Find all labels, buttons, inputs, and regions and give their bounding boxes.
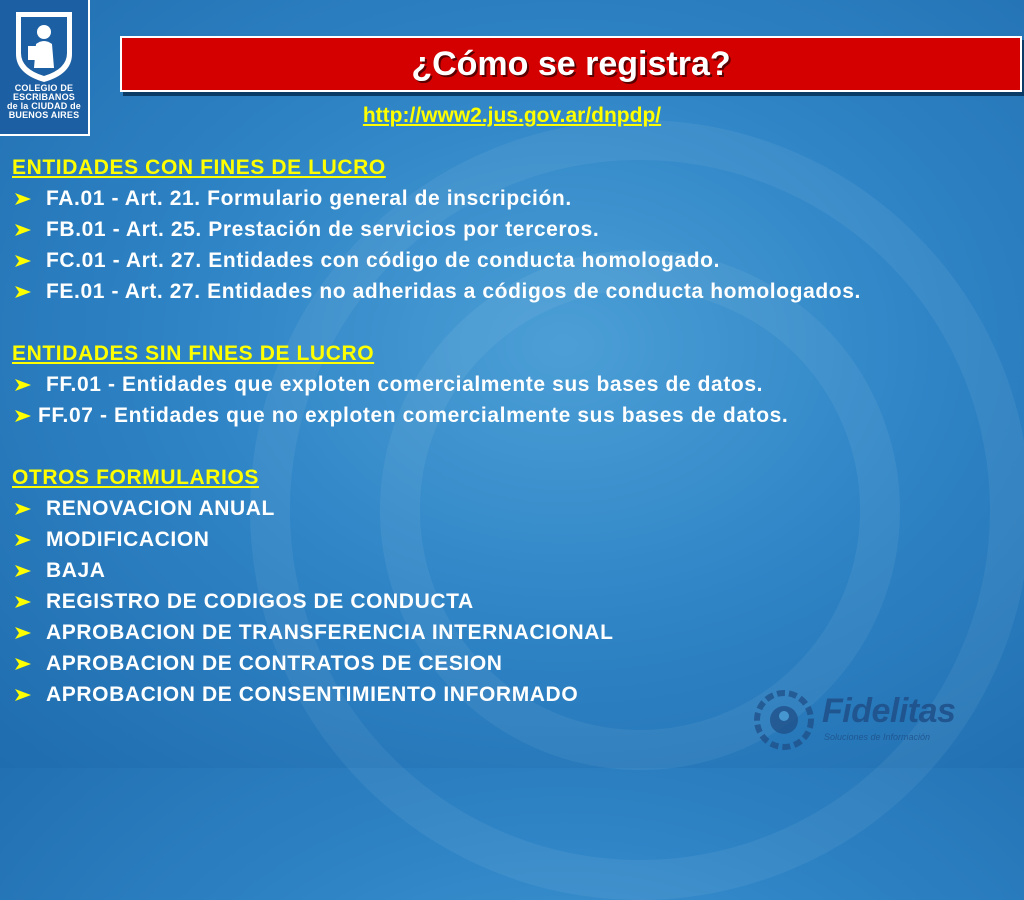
arrow-bullet-icon: [14, 254, 32, 268]
list-item: [12, 369, 1022, 400]
list-item-text: REGISTRO DE CODIGOS DE CONDUCTA: [46, 590, 474, 613]
list-item-text: RENOVACION ANUAL: [46, 497, 275, 520]
arrow-bullet-icon: [14, 595, 32, 609]
section-heading-con-fines: ENTIDADES CON FINES DE LUCRO: [12, 156, 386, 179]
list-item-text: APROBACION DE CONTRATOS DE CESION: [46, 652, 503, 675]
list-item-text: FF.07 - Entidades que no exploten comercialmente sus bases de datos.: [38, 404, 789, 427]
arrow-bullet-icon: [14, 533, 32, 547]
list-item-text: FF.01 - Entidades que exploten comercialmente sus bases de datos.: [46, 373, 764, 396]
list-item: [12, 555, 1022, 586]
arrow-bullet-icon: [14, 378, 32, 392]
arrow-bullet-icon: [14, 502, 32, 516]
registry-link[interactable]: http://www2.jus.gov.ar/dnpdp/: [362, 104, 662, 127]
list-item-text: APROBACION DE TRANSFERENCIA INTERNACIONAL: [46, 621, 614, 644]
section-heading-otros: OTROS FORMULARIOS: [12, 466, 260, 489]
arrow-bullet-icon: [14, 285, 32, 299]
slide-title: ¿Cómo se registra?: [411, 44, 731, 83]
watermark-brand: Fidelitas: [822, 692, 956, 730]
list-item-text: FA.01 - Art. 21. Formulario general de inscripción.: [46, 187, 572, 210]
arrow-bullet-icon: [14, 409, 32, 423]
list-item-text: FC.01 - Art. 27. Entidades con código de conducta homologado.: [46, 249, 721, 272]
list-item-text: APROBACION DE CONSENTIMIENTO INFORMADO: [46, 683, 579, 706]
arrow-bullet-icon: [14, 564, 32, 578]
title-bar: [120, 36, 1022, 92]
section-heading-sin-fines: ENTIDADES SIN FINES DE LUCRO: [12, 342, 375, 365]
list-item: [12, 183, 1022, 214]
list-item: [12, 493, 1022, 524]
logo-text-line: COLEGIO DE: [14, 83, 74, 93]
list-item: [12, 617, 1022, 648]
arrow-bullet-icon: [14, 626, 32, 640]
slide-content: [12, 152, 1022, 710]
list-item: [12, 276, 986, 307]
arrow-bullet-icon: [14, 192, 32, 206]
arrow-bullet-icon: [14, 688, 32, 702]
list-item-text: FB.01 - Art. 25. Prestación de servicios por terceros.: [46, 218, 600, 241]
fidelitas-watermark: [752, 688, 1002, 752]
list-item: [12, 400, 992, 431]
list-item: [12, 245, 1022, 276]
notary-emblem-icon: [12, 8, 76, 84]
logo-text-line: de la CIUDAD de: [6, 101, 81, 111]
watermark-tagline: Soluciones de Información: [824, 732, 931, 742]
list-item-text: FE.01 - Art. 27. Entidades no adheridas a códigos de conducta homologados.: [46, 280, 861, 303]
logo-text-line: BUENOS AIRES: [8, 110, 80, 120]
list-item-text: MODIFICACION: [46, 528, 210, 551]
arrow-bullet-icon: [14, 657, 32, 671]
list-item: [12, 648, 1022, 679]
arrow-bullet-icon: [14, 223, 32, 237]
list-item: [12, 586, 1022, 617]
list-item: [12, 214, 1022, 245]
list-item: [12, 524, 1022, 555]
logo-text-line: ESCRIBANOS: [12, 92, 75, 102]
list-item-text: BAJA: [46, 559, 106, 582]
fidelitas-logo-icon: [752, 688, 816, 752]
